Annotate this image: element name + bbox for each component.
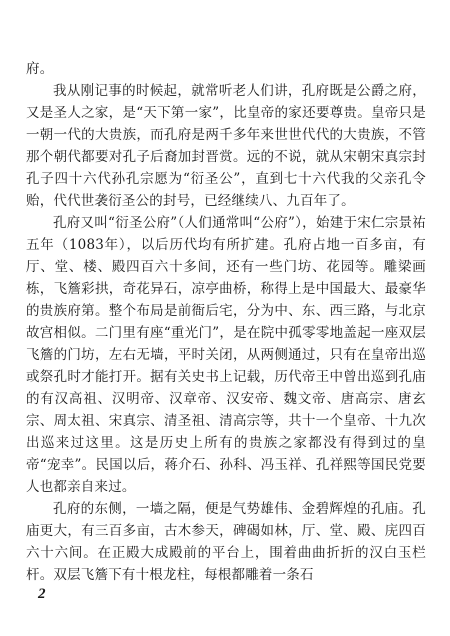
paragraph-1: 府。 [26, 61, 54, 77]
paragraph-2: 我从刚记事的时候起，就常听老人们讲，孔府既是公爵之府，又是圣人之家，是“天下第一家”，比皇帝的家还要尊贵。皇帝只是一朝一代的大贵族，而孔府是两千多年来世世代代的大贵族，不管那个朝代都要对孔子后裔加封晋赏。远的不说，就从宋朝宋真宗封孔子四十六代孙孔宗愿为“衍圣公”，直到七十六代我的父亲孔令贻，代代世袭衍圣公的封号，已经继续八、九百年了。 [26, 83, 426, 209]
page-number: 2 [38, 586, 46, 602]
paragraph-4: 孔府的东侧，一墙之隔，便是气势雄伟、金碧辉煌的孔庙。孔庙更大，有三百多亩，古木参天，碑碣如林，厅、堂、殿、庑四百六十六间。在正殿大成殿前的平台上，围着曲曲折折的汉白玉栏杆。双层飞簷下有十根龙柱，每根都雕着一条石 [26, 501, 426, 583]
paragraph-3: 孔府又叫“衍圣公府”（人们通常叫“公府”），始建于宋仁宗景祐五年（1083年），以后历代均有所扩建。孔府占地一百多亩，有厅、堂、楼、殿四百六十多间，还有一些门坊、花园等。雕梁画栋，飞簷彩拱，奇花异石，凉亭曲桥，称得上是中国最大、最豪华的贵族府第。整个布局是前衙后宅，分为中、东、西三路，与北京故宫相似。二门里有座“重光门”，是在院中孤零零地盖起一座双层飞簷的门坊，左右无墙，平时关闭，从两侧通过，只有在皇帝出巡或祭孔时才能打开。据有关史书上记载，历代帝王中曾出巡到孔庙的有汉高祖、汉明帝、汉章帝、汉安帝、魏文帝、唐高宗、唐玄宗、周太祖、宋真宗、清圣祖、清高宗等，共十一个皇帝、十九次出巡来过这里。这是历史上所有的贵族之家都没有得到过的皇帝“宠幸”。民国以后，蒋介石、孙科、冯玉祥、孔祥熙等国民党要人也都亲自来过。 [26, 215, 426, 495]
body-text [26, 58, 426, 586]
